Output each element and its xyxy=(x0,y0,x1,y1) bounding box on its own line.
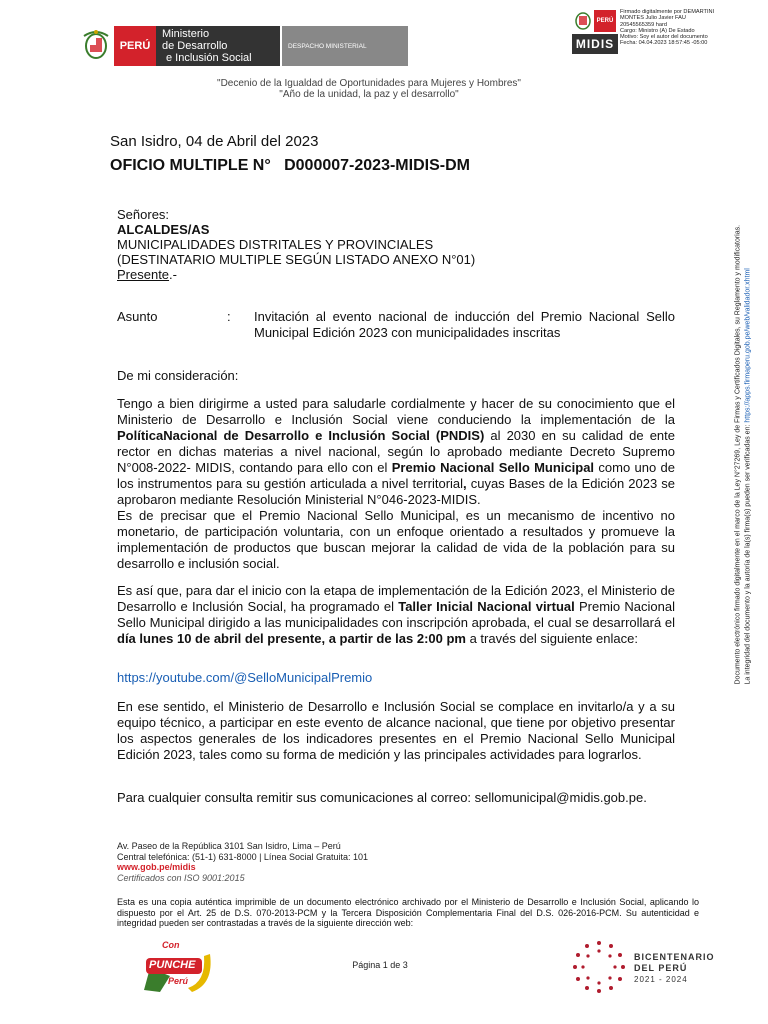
fecha-bold: día lunes 10 de abril del presente, a partir de las 2:00 pm xyxy=(117,631,466,646)
ministerio-line-1: Ministerio xyxy=(162,28,210,40)
asunto-label: Asunto xyxy=(117,309,158,324)
oficio-number: OFICIO MULTIPLE N° D000007-2023-MIDIS-DM xyxy=(110,157,470,174)
bicentenario-line-1: BICENTENARIO xyxy=(634,952,715,962)
p3-text: Es así que, para dar el inicio con la etapa de implementación de la Edición 2023, el Ministerio de Desarrollo e Inclusión Social, ha programado el xyxy=(117,583,675,614)
asunto-colon: : xyxy=(227,309,231,324)
municipalidades: MUNICIPALIDADES DISTRITALES Y PROVINCIALES xyxy=(117,237,434,252)
taller-bold: Taller Inicial Nacional virtual xyxy=(398,599,575,614)
validator-link[interactable]: https://apps.firmaperu.gob.pe/web/validador.xhtml xyxy=(744,268,751,423)
verification-sidebar xyxy=(728,140,758,690)
coat-of-arms-icon xyxy=(78,26,114,64)
p1-text: Tengo a bien dirigirme a usted para saludarle cordialmente y hacer de su conocimiento que el Ministerio de Desarrollo e Inclusión Social viene conduciendo la implementación de la xyxy=(117,396,675,427)
p1-text: como uno de los instrumentos para su gestión articulada a nivel territorial xyxy=(117,460,675,491)
ministerio-header xyxy=(78,26,418,66)
punche-peru-logo xyxy=(140,938,220,994)
signature-line: 20545565359 hard xyxy=(620,21,667,28)
page-number: Página 1 de 3 xyxy=(352,960,408,970)
pndis-bold: PolíticaNacional de Desarrollo e Inclusión Social (PNDIS) xyxy=(117,428,485,443)
p1-text: cuyas Bases de la Edición 2023 se aprobaron mediante Resolución Ministerial N°046-2023-MIDIS. xyxy=(117,476,675,507)
bicentenario-text xyxy=(634,952,715,985)
presente-word: Presente xyxy=(117,267,170,282)
punche-con: Con xyxy=(162,940,180,950)
website-link[interactable]: www.gob.pe/midis xyxy=(117,862,196,872)
paragraph-2: Es de precisar que el Premio Nacional Sello Municipal, es un mecanismo de incentivo no monetario, de participación voluntaria, con un enfoque orientado a resultados y promueve la implementación de productos que buscan mejorar la calidad de vida de la población para su desarrollo e inclusión social. xyxy=(117,508,675,571)
paragraph-3 xyxy=(117,583,675,647)
digital-signature-block xyxy=(620,9,740,47)
paragraph-5: Para cualquier consulta remitir sus comunicaciones al correo: sellomunicipal@midis.gob.pe. xyxy=(117,790,647,805)
signature-line: MONTES Julio Javier FAU xyxy=(620,15,686,22)
midis-label: MIDIS xyxy=(572,34,618,54)
sidebar-line-2-text: La integridad del documento y la autoría de la(s) firma(s) pueden ser verificadas en: xyxy=(744,422,751,685)
alcaldes: ALCALDES/AS xyxy=(117,222,210,237)
midis-peru-label: PERÚ xyxy=(594,10,616,32)
phone: Central telefónica: (51-1) 631-8000 | Línea Social Gratuita: 101 xyxy=(117,851,368,862)
p1-comma: , xyxy=(463,476,467,491)
destinatario: (DESTINATARIO MULTIPLE SEGÚN LISTADO ANEXO N°01) xyxy=(117,252,476,267)
signature-line: Firmado digitalmente por DEMARTINI xyxy=(620,9,715,15)
ministerio-line-2: de Desarrollo xyxy=(162,40,228,52)
decenio-line-1: "Decenio de la Igualdad de Oportunidades para Mujeres y Hombres" xyxy=(217,78,521,89)
senores: Señores: xyxy=(117,207,170,222)
bicentenario-years: 2021 - 2024 xyxy=(634,975,688,984)
presente xyxy=(117,267,675,282)
punche-peru: Perú xyxy=(168,976,189,986)
paragraph-4: En ese sentido, el Ministerio de Desarrollo e Inclusión Social se complace en invitarlo/a y a su equipo técnico, a participar en este evento de alcance nacional, que tiene por objetivo presentar los aspectos generales de los indicadores presentes en el Premio Nacional Sello Municipal Edición 2023, tales como su forma de medición y las principales actividades para lograrlos. xyxy=(117,699,675,762)
bicentenario-line-2: DEL PERÚ xyxy=(634,963,688,973)
premio-bold: Premio Nacional Sello Municipal xyxy=(391,460,595,475)
punche-word: PUNCHE xyxy=(149,959,196,971)
bicentenario-emblem-icon xyxy=(570,938,628,996)
p3-text: Premio Nacional Sello Municipal dirigido a las municipalidades con inscripción aprobada, el cual se desarrollará el xyxy=(117,599,675,630)
addressee-block xyxy=(117,207,675,282)
decenio-line-2: "Año de la unidad, la paz y el desarrollo" xyxy=(279,89,459,100)
presente-suffix: .- xyxy=(169,267,177,282)
sidebar-line-1: Documento electrónico firmado digitalmente en el marco de la Ley N°27269, Ley de Firmas y Certificados Digitales, su Reglamento y modificatorias. xyxy=(734,224,742,685)
sidebar-line-2 xyxy=(743,135,753,685)
ministerio-line-3: e Inclusión Social xyxy=(166,52,252,64)
p3-text: a través del siguiente enlace: xyxy=(465,631,638,646)
youtube-link[interactable]: https://youtube.com/@SelloMunicipalPremio xyxy=(117,670,373,685)
midis-seal-icon xyxy=(572,10,594,32)
paragraph-1 xyxy=(117,396,675,508)
address: Av. Paseo de la República 3101 San Isidro, Lima – Perú xyxy=(117,841,341,851)
disclaimer: Esta es una copia auténtica imprimible de un documento electrónico archivado por el Ministerio de Desarrollo e Inclusión Social, aplicando lo dispuesto por el Art. 25 de D.S. 070-2013-PCM y la Tercera Disposición Complementaria Final del D.S. 026-2016-PCM. Su autenticidad e integridad pueden ser contrastadas a través de la siguiente dirección web: xyxy=(117,897,699,928)
consideracion: De mi consideración: xyxy=(117,368,239,383)
signature-line: Fecha: 04.04.2023 18:57:45 -05:00 xyxy=(620,40,708,47)
despacho-label: DESPACHO MINISTERIAL xyxy=(282,26,408,66)
signature-line: Cargo: Ministro (A) De Estado xyxy=(620,27,695,34)
footer-contact xyxy=(117,841,368,883)
ministerio-name xyxy=(156,26,280,66)
midis-logo xyxy=(572,10,618,54)
iso-cert: Certificados con ISO 9001:2015 xyxy=(117,872,245,883)
p1-text: al 2030 en su calidad de ente rector en dichas materias a nivel nacional, según lo aprobado mediante Decreto Supremo N°008-2022- MIDIS, contando para ello con el xyxy=(117,428,676,475)
peru-label: PERÚ xyxy=(114,26,156,66)
place-date: San Isidro, 04 de Abril del 2023 xyxy=(110,133,319,150)
signature-line: Motivo: Soy el autor del documento xyxy=(620,34,708,41)
asunto-text: Invitación al evento nacional de inducción del Premio Nacional Sello Municipal Edición 2023 con municipalidades inscritas xyxy=(254,309,675,340)
